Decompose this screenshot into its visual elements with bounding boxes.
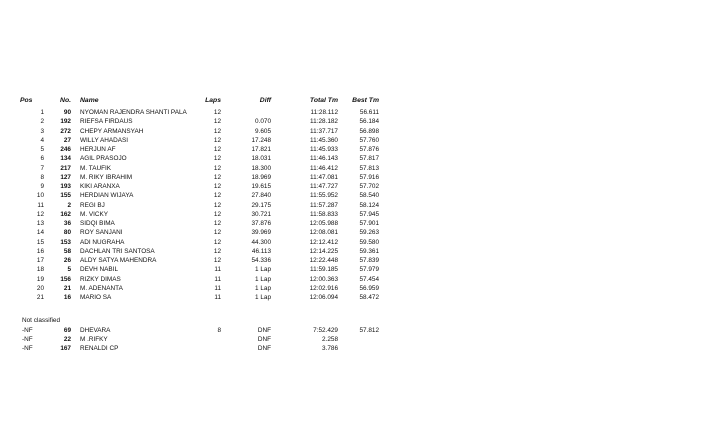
table-row (16, 164, 379, 173)
cell-best-time: 57.901 (359, 220, 379, 227)
cell-best-time: 58.124 (359, 201, 379, 209)
cell-best-time: 57.817 (359, 155, 379, 163)
cell-pos: 7 (40, 164, 44, 172)
cell-name: DEVH NABIL (80, 266, 119, 274)
cell-number: 127 (60, 173, 71, 181)
cell-name: M. VICKY (80, 210, 109, 218)
cell-pos: 3 (40, 127, 44, 135)
cell-diff: 18.969 (251, 173, 271, 181)
table-row (16, 344, 379, 353)
cell-laps: 12 (213, 210, 221, 218)
cell-best-time: 57.916 (359, 173, 379, 181)
cell-diff: 30.721 (251, 210, 271, 218)
header-total-time: Total Tm (309, 97, 338, 104)
cell-total-time: 12:12.412 (309, 238, 338, 246)
cell-name: MARIO SA (80, 294, 112, 301)
cell-pos: 17 (36, 257, 44, 264)
cell-diff: DNF (257, 345, 271, 352)
cell-total-time: 12:05.988 (309, 220, 338, 227)
cell-name: REGI BJ (80, 201, 105, 209)
cell-total-time: 11:55.952 (310, 192, 338, 200)
cell-number: 21 (63, 284, 71, 292)
cell-total-time: 3.786 (322, 345, 338, 352)
cell-number: 162 (60, 210, 71, 218)
cell-number: 156 (60, 275, 71, 283)
cell-number: 272 (60, 127, 71, 135)
cell-number: 36 (63, 220, 71, 227)
cell-total-time: 12:02.916 (309, 284, 338, 292)
table-row (16, 265, 379, 274)
table-row (16, 293, 379, 302)
cell-best-time: 57.454 (359, 275, 379, 283)
cell-total-time: 12:22.448 (309, 257, 338, 264)
not-classified-results (16, 326, 379, 354)
cell-name: HERJUN AF (80, 146, 116, 153)
table-row (16, 117, 379, 126)
cell-best-time: 57.945 (359, 210, 379, 218)
table-row (16, 326, 379, 335)
cell-number: 217 (60, 164, 71, 172)
cell-number: 58 (63, 247, 71, 255)
cell-total-time: 12:06.094 (309, 294, 338, 301)
table-row (16, 335, 379, 344)
table-row (16, 256, 379, 265)
cell-pos: 10 (36, 192, 44, 200)
cell-name: WILLY AHADASI (80, 136, 129, 144)
cell-name: ALDY SATYA MAHENDRA (80, 257, 157, 264)
cell-diff: 0.070 (255, 118, 271, 126)
cell-best-time: 59.263 (359, 229, 379, 237)
table-row (16, 210, 379, 219)
cell-name: CHEPY ARMANSYAH (80, 127, 144, 135)
table-row (16, 201, 379, 210)
cell-best-time: 59.361 (359, 247, 379, 255)
cell-name: M .RIFKY (80, 335, 108, 343)
cell-best-time: 56.611 (359, 109, 379, 116)
cell-best-time: 57.702 (359, 183, 379, 190)
cell-number: 167 (60, 345, 71, 352)
header-pos: Pos (20, 97, 33, 104)
classified-results (16, 108, 379, 302)
results-table (16, 96, 379, 353)
cell-diff: 44.300 (251, 238, 271, 246)
cell-diff: 17.248 (251, 136, 271, 144)
cell-name: NYOMAN RAJENDRA SHANTI PALA (80, 109, 187, 116)
cell-number: 5 (67, 266, 71, 274)
cell-pos: -NF (22, 335, 33, 343)
cell-pos: 14 (36, 229, 44, 237)
cell-name: DACHLAN TRI SANTOSA (80, 247, 155, 255)
cell-diff (221, 108, 271, 117)
header-diff: Diff (259, 97, 271, 104)
table-row (16, 145, 379, 154)
cell-pos: 20 (36, 284, 44, 292)
cell-diff: 1 Lap (255, 294, 271, 301)
cell-best-time: 57.839 (359, 257, 379, 264)
cell-best-time: 59.580 (359, 238, 379, 246)
cell-name: KIKI ARANXA (80, 183, 120, 190)
cell-laps: 12 (213, 220, 221, 227)
table-row (16, 228, 379, 237)
cell-total-time: 7:52.429 (313, 326, 338, 334)
cell-number: 134 (60, 155, 71, 163)
cell-number: 80 (63, 229, 71, 237)
cell-diff: 29.175 (251, 201, 271, 209)
cell-best-time: 57.760 (359, 136, 379, 144)
cell-pos: 4 (40, 136, 44, 144)
table-row (16, 136, 379, 145)
cell-number: 27 (63, 136, 71, 144)
cell-number: 16 (63, 294, 71, 301)
cell-laps: 12 (213, 109, 221, 116)
cell-total-time: 11:57.287 (310, 201, 338, 209)
cell-diff: 18.031 (251, 155, 271, 163)
cell-total-time: 11:46.143 (310, 155, 338, 163)
cell-name: SIDQI BIMA (80, 220, 115, 227)
cell-number: 246 (60, 146, 71, 153)
cell-diff: 46.113 (251, 247, 271, 255)
table-row (16, 284, 379, 293)
cell-name: RIZKY DIMAS (80, 275, 121, 283)
cell-pos: 15 (36, 238, 44, 246)
cell-laps: 12 (213, 136, 221, 144)
cell-pos: 19 (36, 275, 44, 283)
cell-number: 153 (60, 238, 71, 246)
table-row (16, 191, 379, 200)
cell-best-time: 57.813 (359, 164, 379, 172)
cell-laps: 12 (213, 192, 221, 200)
cell-laps (205, 335, 221, 344)
cell-total-time: 11:28.182 (310, 118, 338, 126)
cell-name: AGIL PRASOJO (80, 155, 127, 163)
cell-best-time: 57.876 (359, 146, 379, 153)
cell-total-time: 11:58.833 (310, 210, 338, 218)
cell-number: 2 (67, 201, 71, 209)
cell-number: 26 (63, 257, 71, 264)
cell-name: RENALDI CP (80, 345, 119, 352)
cell-pos: 21 (36, 294, 44, 301)
cell-laps: 12 (213, 146, 221, 153)
table-row (16, 219, 379, 228)
cell-laps: 12 (213, 238, 221, 246)
cell-best-time: 56.184 (359, 118, 379, 126)
cell-total-time: 12:08.081 (309, 229, 338, 237)
cell-diff: 1 Lap (255, 284, 271, 292)
cell-laps: 12 (213, 247, 221, 255)
cell-pos: 8 (40, 173, 44, 181)
cell-total-time: 2.258 (322, 335, 338, 343)
cell-name: M. TAUFIK (80, 164, 112, 172)
table-row (16, 247, 379, 256)
cell-laps: 12 (213, 164, 221, 172)
cell-pos: 16 (36, 247, 44, 255)
cell-name: HERDIAN WIJAYA (80, 192, 134, 200)
cell-pos: 9 (40, 183, 44, 190)
cell-diff: 37.876 (251, 220, 271, 227)
cell-total-time: 11:45.360 (310, 136, 338, 144)
cell-number: 69 (63, 326, 71, 334)
table-row (16, 154, 379, 163)
cell-best-time: 58.472 (359, 294, 379, 301)
cell-diff: DNF (257, 326, 271, 334)
cell-number: 193 (60, 183, 71, 190)
cell-diff: 18.300 (251, 164, 271, 172)
table-row (16, 108, 379, 117)
cell-best-time: 56.959 (359, 284, 379, 292)
cell-best-time (338, 344, 379, 353)
cell-laps: 11 (214, 275, 221, 283)
cell-laps: 12 (213, 229, 221, 237)
cell-pos: 11 (37, 201, 44, 209)
cell-total-time: 12:00.363 (309, 275, 338, 283)
not-classified-label-row (16, 316, 379, 325)
header-laps: Laps (205, 97, 221, 104)
cell-name: DHEVARA (80, 326, 111, 334)
cell-name: M. RIKY IBRAHIM (80, 173, 133, 181)
cell-diff: 1 Lap (255, 266, 271, 274)
cell-best-time (338, 335, 379, 344)
cell-name: ADI NUGRAHA (80, 238, 125, 246)
cell-number: 90 (63, 109, 71, 116)
cell-best-time: 57.979 (359, 266, 379, 274)
cell-diff: 9.605 (255, 127, 271, 135)
cell-pos: 6 (40, 155, 44, 163)
cell-total-time: 11:28.112 (310, 109, 338, 116)
cell-laps: 11 (214, 266, 221, 274)
cell-total-time: 11:59.185 (310, 266, 338, 274)
cell-pos: -NF (22, 326, 33, 334)
cell-best-time: 58.540 (359, 192, 379, 200)
cell-diff: DNF (257, 335, 271, 343)
cell-total-time: 11:46.412 (310, 164, 338, 172)
cell-diff: 19.615 (251, 183, 271, 190)
not-classified-label: Not classified (22, 317, 61, 325)
cell-number: 22 (63, 335, 71, 343)
cell-diff: 54.336 (251, 257, 271, 264)
header-name: Name (80, 97, 99, 104)
not-classified-section (16, 302, 379, 325)
cell-pos: 13 (36, 220, 44, 227)
cell-pos: 1 (40, 109, 44, 116)
cell-laps: 12 (213, 257, 221, 264)
cell-number: 155 (60, 192, 71, 200)
cell-number: 192 (60, 118, 71, 126)
cell-diff: 27.840 (251, 192, 271, 200)
cell-name: M. ADENANTA (80, 284, 123, 292)
cell-laps: 11 (214, 284, 221, 292)
section-spacer (16, 302, 379, 316)
cell-pos: 2 (40, 118, 44, 126)
cell-laps: 12 (213, 118, 221, 126)
cell-pos: 18 (36, 266, 44, 274)
header-row (16, 96, 379, 108)
cell-total-time: 11:45.933 (310, 146, 338, 153)
cell-total-time: 11:37.717 (310, 127, 338, 135)
table-row (16, 127, 379, 136)
cell-total-time: 11:47.081 (310, 173, 338, 181)
cell-laps: 12 (213, 155, 221, 163)
cell-diff: 39.969 (251, 229, 271, 237)
cell-laps: 8 (217, 326, 221, 334)
cell-pos: 12 (36, 210, 44, 218)
cell-best-time: 56.898 (359, 127, 379, 135)
cell-laps: 12 (213, 127, 221, 135)
table-row (16, 238, 379, 247)
cell-laps (205, 344, 221, 353)
cell-pos: 5 (40, 146, 44, 153)
cell-best-time: 57.812 (359, 326, 379, 334)
cell-laps: 12 (213, 201, 221, 209)
cell-laps: 12 (213, 173, 221, 181)
cell-diff: 17.821 (251, 146, 271, 153)
table-row (16, 173, 379, 182)
cell-name: ROY SANJANI (80, 229, 123, 237)
cell-total-time: 11:47.727 (310, 183, 338, 190)
cell-laps: 11 (214, 294, 221, 301)
cell-name: RIEFSA FIRDAUS (80, 118, 133, 126)
cell-total-time: 12:14.225 (309, 247, 338, 255)
table-row (16, 182, 379, 191)
cell-pos: -NF (22, 345, 33, 352)
header-no: No. (60, 97, 71, 104)
table-row (16, 275, 379, 284)
cell-diff: 1 Lap (255, 275, 271, 283)
cell-laps: 12 (213, 183, 221, 190)
header-best-time: Best Tm (352, 97, 379, 104)
